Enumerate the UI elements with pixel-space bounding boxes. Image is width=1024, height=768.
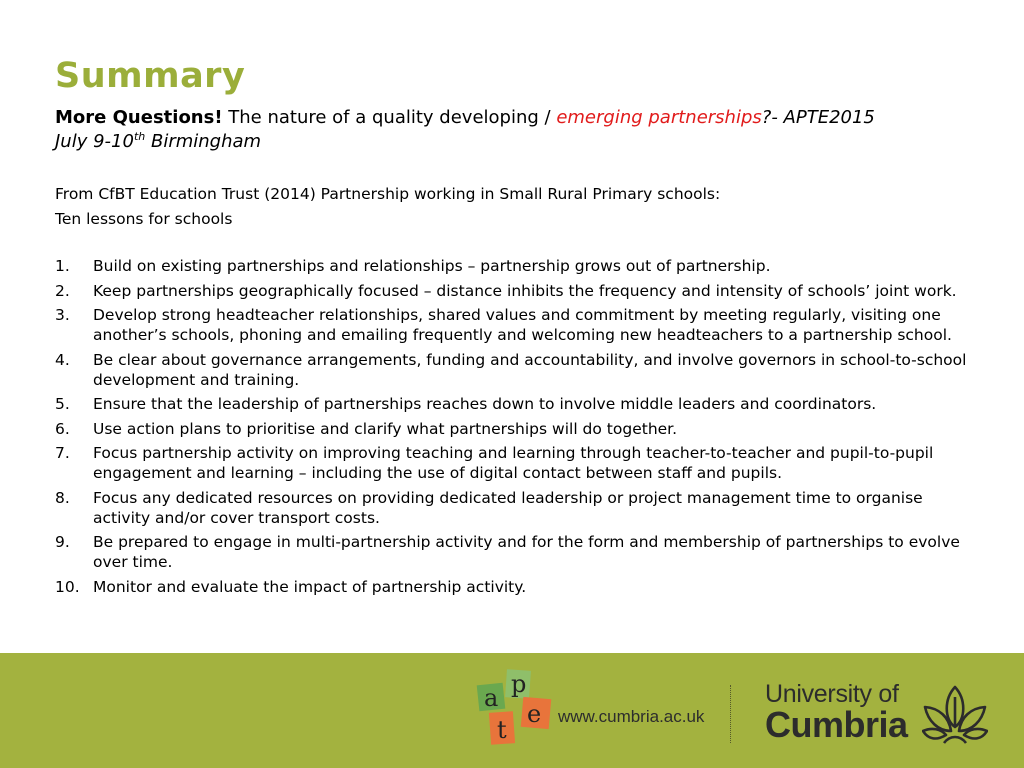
subtitle-bold: More Questions! <box>55 107 223 128</box>
leaf-icon <box>922 683 988 747</box>
subtitle-date-sup: th <box>133 130 146 143</box>
list-item <box>55 577 980 597</box>
list-item-text: Build on existing partnerships and relationships – partnership grows out of partnership. <box>93 257 771 275</box>
list-item <box>55 532 980 572</box>
list-item-number: 6. <box>55 419 70 438</box>
list-item-number: 9. <box>55 533 70 551</box>
list-item-text: Focus any dedicated resources on providing dedicated leadership or project management time to organise activity and/or cover transport costs. <box>93 488 923 527</box>
website-url: www.cumbria.ac.uk <box>558 707 705 726</box>
list-item-text: Monitor and evaluate the impact of partnership activity. <box>93 577 527 596</box>
list-item <box>55 394 980 414</box>
source-line-1: From CfBT Education Trust (2014) Partnership working in Small Rural Primary schools: <box>55 185 721 203</box>
apte-letter-e: e <box>527 700 542 728</box>
list-item-number: 1. <box>55 257 70 275</box>
list-item-number: 8. <box>55 488 70 507</box>
list-item-number: 10. <box>55 577 80 596</box>
footer-divider <box>730 685 731 743</box>
apte-letter-p: p <box>511 670 527 698</box>
list-item-text: Develop strong headteacher relationships, shared values and commitment by meeting regularly, visiting one another’s schools, phoning and emailing frequently and welcoming new headteachers to a partnership school. <box>93 306 952 344</box>
list-item-number: 5. <box>55 395 70 413</box>
subtitle-event: ?- APTE2015 <box>761 107 875 128</box>
subtitle-location: Birmingham <box>145 131 262 152</box>
slide-subtitle <box>55 106 985 154</box>
university-line-2: Cumbria <box>765 704 908 745</box>
list-item-text: Focus partnership activity on improving teaching and learning through teacher-to-teacher and pupil-to-pupil engagement and learning – including the use of digital contact between staff and pupils. <box>93 444 934 482</box>
list-item-number: 2. <box>55 281 70 300</box>
list-item-text: Be prepared to engage in multi-partnership activity and for the form and membership of partnerships to evolve over time. <box>93 533 960 571</box>
list-item <box>55 419 980 439</box>
apte-logo <box>476 668 556 748</box>
source-citation <box>55 182 985 232</box>
list-item-number: 7. <box>55 444 70 462</box>
list-item <box>55 281 980 301</box>
list-item-text: Be clear about governance arrangements, funding and accountability, and involve governors in school-to-school development and training. <box>93 350 967 389</box>
list-item-number: 3. <box>55 306 70 324</box>
apte-letter-t: t <box>497 716 507 744</box>
footer-band <box>0 653 1024 768</box>
list-item-text: Use action plans to prioritise and clarify what partnerships will do together. <box>93 419 678 438</box>
list-item <box>55 443 980 483</box>
slide-title: Summary <box>55 56 246 96</box>
subtitle-date: July 9-10 <box>55 131 134 152</box>
apte-letter-a: a <box>484 684 499 712</box>
list-item-text: Ensure that the leadership of partnerships reaches down to involve middle leaders and coordinators. <box>93 395 877 413</box>
subtitle-highlight: emerging partnerships <box>556 107 762 128</box>
list-item <box>55 256 980 276</box>
university-wordmark <box>765 681 908 743</box>
list-item <box>55 350 980 390</box>
list-item-text: Keep partnerships geographically focused – distance inhibits the frequency and intensity of schools’ joint work. <box>93 281 957 300</box>
list-item <box>55 488 980 528</box>
list-item-number: 4. <box>55 350 70 369</box>
source-line-2: Ten lessons for schools <box>55 210 233 228</box>
subtitle-normal: The nature of a quality developing / <box>222 107 557 128</box>
university-line-1: University of <box>765 680 899 708</box>
lessons-list <box>55 256 980 601</box>
list-item <box>55 305 980 345</box>
